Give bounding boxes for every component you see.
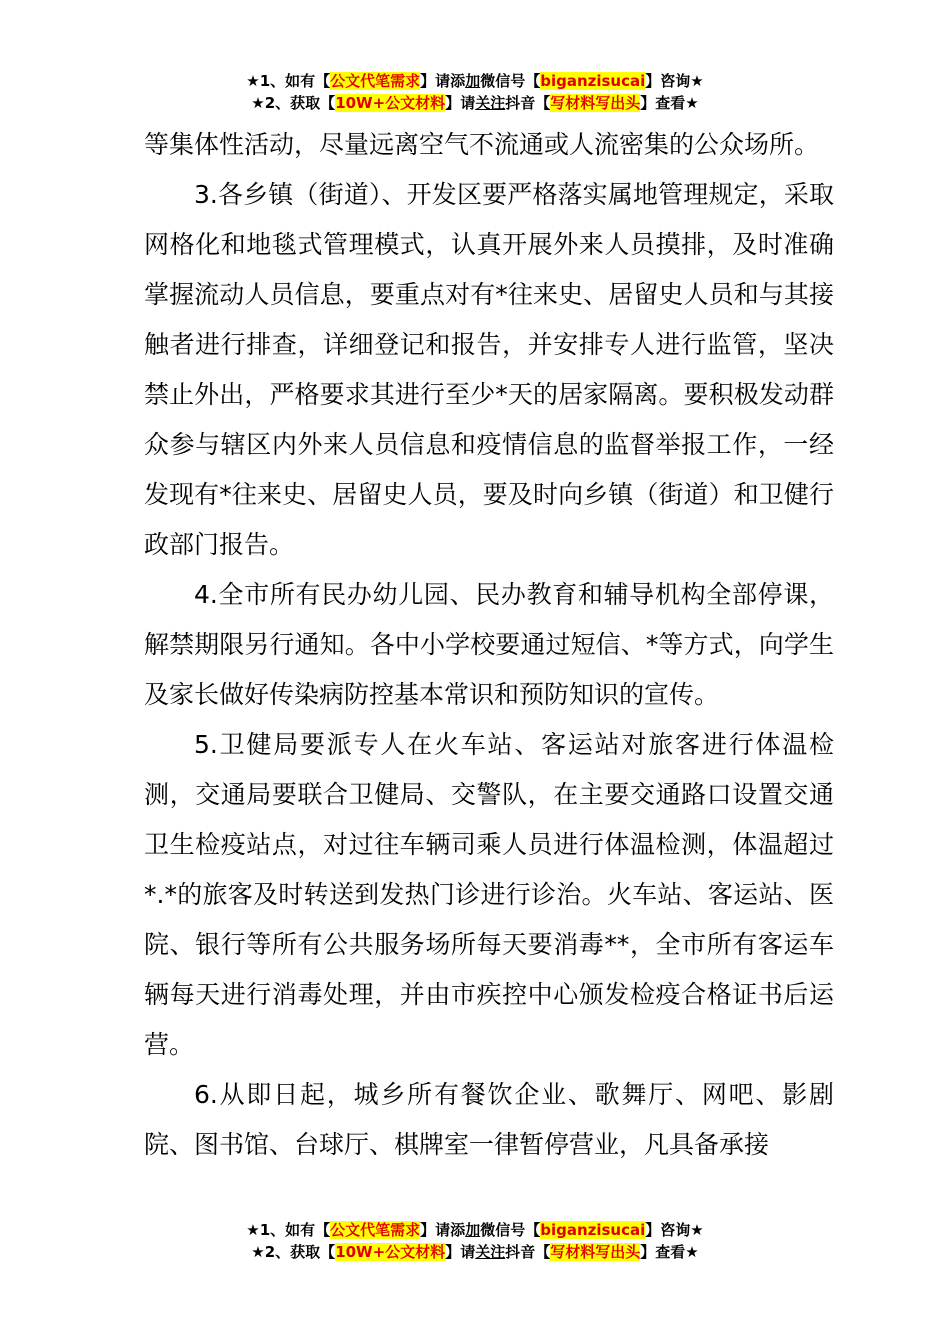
banner-text: 微信号【 [480,1221,541,1239]
banner-text: ★2、获取【 [251,94,336,112]
document-body [144,120,834,1170]
banner-text: 】查看★ [640,94,699,112]
paragraph: 等集体性活动，尽量远离空气不流通或人流密集的公众场所。 [144,130,820,159]
banner-line-1 [0,70,950,92]
paragraph: 3.各乡镇（街道）、开发区要严格落实属地管理规定，采取网格化和地毯式管理模式，认真开展外来人员摸排，及时准确掌握流动人员信息，要重点对有*往来史、居留史人员和与其接触者进行排查，详细登记和报告，并安排专人进行监管，坚决禁止外出，严格要求其进行至少*天的居家隔离。要积极发动群众参与辖区内外来人员信息和疫情信息的监督举报工作，一经发现有*往来史、居留史人员，要及时向乡镇（街道）和卫健行政部门报告。 [144,180,834,559]
banner-text: ★2、获取【 [251,1243,336,1261]
highlight-service: 公文代笔需求 [330,1221,421,1239]
banner-underlined-text: 关注 [475,94,506,112]
footer-banner [0,1219,950,1263]
highlight-wechat-id: biganzisucai [540,72,646,90]
banner-text: 】咨询★ [645,1221,704,1239]
highlight-materials: 10W+公文材料 [335,1243,446,1261]
banner-text: 】咨询★ [645,72,704,90]
highlight-wechat-id: biganzisucai [540,1221,646,1239]
paragraph: 6.从即日起，城乡所有餐饮企业、歌舞厅、网吧、影剧院、图书馆、台球厅、棋牌室一律暂停营业，凡具备承接 [144,1080,834,1159]
highlight-service: 公文代笔需求 [330,72,421,90]
banner-underlined-text: 加 [465,72,481,90]
banner-line-2 [0,92,950,114]
banner-text: 抖音【 [505,94,551,112]
banner-text: 抖音【 [505,1243,551,1261]
banner-text: ★1、如有【 [246,72,331,90]
banner-text: 微信号【 [480,72,541,90]
banner-text: 】请添 [420,1221,466,1239]
highlight-materials: 10W+公文材料 [335,94,446,112]
banner-text: 】查看★ [640,1243,699,1261]
header-banner [0,70,950,114]
banner-text: 】请添 [420,72,466,90]
banner-line-1 [0,1219,950,1241]
banner-underlined-text: 加 [465,1221,481,1239]
banner-text: 】请 [445,94,476,112]
banner-underlined-text: 关注 [475,1243,506,1261]
highlight-douyin-account: 写材料写出头 [550,1243,641,1261]
paragraph: 5.卫健局要派专人在火车站、客运站对旅客进行体温检测，交通局要联合卫健局、交警队，在主要交通路口设置交通卫生检疫站点，对过往车辆司乘人员进行体温检测，体温超过*.*的旅客及时转送到发热门诊进行诊治。火车站、客运站、医院、银行等所有公共服务场所每天要消毒**，全市所有客运车辆每天进行消毒处理，并由市疾控中心颁发检疫合格证书后运营。 [144,730,834,1059]
banner-text: 】请 [445,1243,476,1261]
banner-text: ★1、如有【 [246,1221,331,1239]
paragraph: 4.全市所有民办幼儿园、民办教育和辅导机构全部停课，解禁期限另行通知。各中小学校要通过短信、*等方式，向学生及家长做好传染病防控基本常识和预防知识的宣传。 [144,580,834,709]
banner-line-2 [0,1241,950,1263]
highlight-douyin-account: 写材料写出头 [550,94,641,112]
